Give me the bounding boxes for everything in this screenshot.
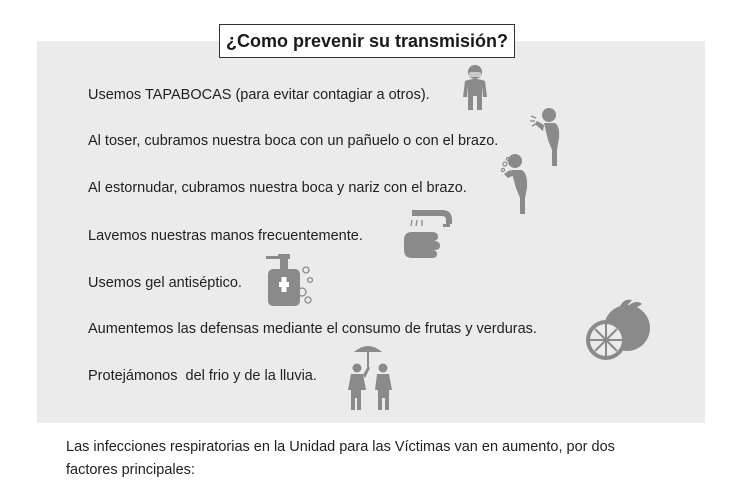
- tip-wash-hands: Lavemos nuestras manos frecuentemente.: [88, 228, 363, 244]
- tip-masks: Usemos TAPABOCAS (para evitar contagiar a otros).: [88, 87, 430, 103]
- sanitizer-bottle-icon: [258, 252, 316, 308]
- tip-cold-rain: Protejámonos del frio y de la lluvia.: [88, 368, 317, 384]
- sneezing-person-icon: [500, 150, 536, 216]
- hand-washing-icon: [398, 206, 454, 260]
- masked-person-icon: [456, 64, 494, 112]
- tip-fruits: Aumentemos las defensas mediante el consumo de frutas y verduras.: [88, 321, 537, 337]
- orange-fruit-icon: [584, 298, 654, 364]
- section-title: ¿Como prevenir su transmisión?: [219, 24, 515, 58]
- people-umbrella-icon: [344, 342, 398, 412]
- tip-cough: Al toser, cubramos nuestra boca con un pañuelo o con el brazo.: [88, 133, 499, 149]
- tip-gel: Usemos gel antiséptico.: [88, 275, 242, 291]
- tip-sneeze: Al estornudar, cubramos nuestra boca y nariz con el brazo.: [88, 180, 467, 196]
- footer-paragraph: Las infecciones respiratorias en la Unidad para las Víctimas van en aumento, por dos factores principales:: [66, 439, 615, 478]
